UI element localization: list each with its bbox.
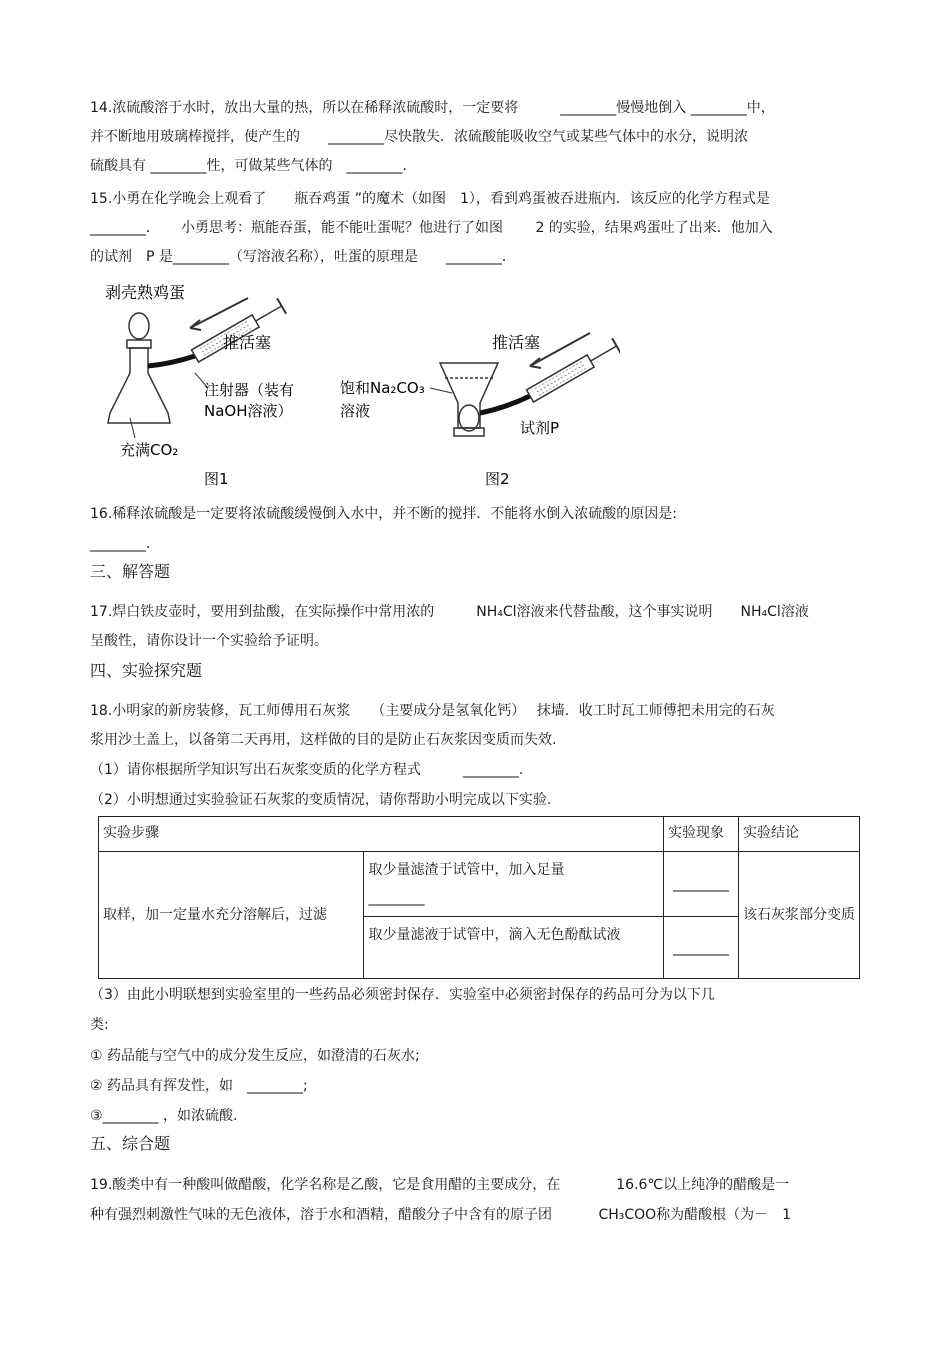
table-observation-2: ________ [664,917,739,979]
table-substep-1 [364,852,664,917]
fig1-arrow [190,298,248,330]
q18-item3: ③________ ，如浓硫酸. [90,1108,238,1124]
fig2-pointer-sat [430,388,452,393]
q18-part3-line1: （3）由此小明联想到实验室里的一些药品必须密封保存．实验室中必须密封保存的药品可分为以下几 [90,987,715,1003]
q16-line2: ________． [90,536,160,552]
q15-line1: 15.小勇在化学晚会上观看了 瓶吞鸡蛋 ”的魔术（如图 1），看到鸡蛋被吞进瓶内．该反应的化学方程式是 [90,191,770,207]
fig2-flask [440,363,498,436]
table-conclusion: 该石灰浆部分变质 [739,852,860,979]
section-4-heading: 四、实验探究题 [90,661,203,680]
fig1-co2-label: 充满CO₂ [120,441,179,459]
section-3-heading: 三、解答题 [90,562,171,581]
fig1-syringe-label-2: NaOH溶液） [204,402,293,420]
table-substep-2: 取少量滤液于试管中，滴入无色酚酞试液 [364,917,664,979]
experiment-figures [100,278,620,493]
q17-line2: 呈酸性，请你设计一个实验给予证明。 [90,633,328,649]
fig1-plunger-label: 推活塞 [223,333,272,352]
q18-item2: ② 药品具有挥发性，如 ________; [90,1078,308,1094]
q14-line2: 并不断地用玻璃棒搅拌，使产生的 ________尽快散失．浓硫酸能吸收空气或某些气体中的水分，说明浓 [90,129,748,145]
fig2-saturated-label-1: 饱和Na₂CO₃ [340,379,425,397]
fig1-pointer-co2 [130,418,135,438]
q16-line1: 16.稀释浓硫酸是一定要将浓硫酸缓慢倒入水中，并不断的搅拌．不能将水倒入浓硫酸的原因是: [90,506,677,522]
fig1-tube [148,356,195,366]
fig2-caption: 图2 [485,470,510,488]
fig2-egg [459,405,479,431]
q19-line2: 种有强烈刺激性气味的无色液体，溶于水和酒精，醋酸分子中含有的原子团 CH₃COO称为醋酸根（为－ 1 [90,1207,792,1223]
q18-line1: 18.小明家的新房装修，瓦工师傅用石灰浆 （主要成分是氢氧化钙） 抹墙．收工时瓦工师傅把未用完的石灰 [90,703,775,719]
section-5-heading: 五、综合题 [90,1134,171,1153]
table-step-main: 取样，加一定量水充分溶解后，过滤 [99,852,364,979]
fig1-caption: 图1 [204,470,229,488]
table-substep-1-text: 取少量滤渣于试管中，加入足量 [368,862,565,878]
fig1-flask [108,340,170,423]
fig2-reagent-label: 试剂P [520,419,560,437]
table-header-steps: 实验步骤 [99,817,664,852]
fig1-syringe [191,298,287,364]
experiment-table [98,816,860,979]
table-substep-1-blank: ________ [368,890,425,906]
q18-part3-line2: 类: [90,1017,109,1033]
q18-line2: 浆用沙土盖上，以备第二天再用，这样做的目的是防止石灰浆因变质而失效. [90,732,557,748]
table-observation-1: ________ [664,852,739,917]
q17-line1: 17.焊白铁皮壶时，要用到盐酸，在实际操作中常用浓的 NH₄Cl溶液来代替盐酸，这个事实说明 NH₄Cl溶液 [90,604,809,620]
table-header-conclusion: 实验结论 [739,817,860,852]
fig1-egg-label: 剥壳熟鸡蛋 [105,283,186,302]
fig2-saturated-label-2: 溶液 [340,402,371,420]
fig1-syringe-label-1: 注射器（装有 [204,381,295,399]
table-header-observation: 实验现象 [664,817,739,852]
q18-item1: ① 药品能与空气中的成分发生反应，如澄清的石灰水; [90,1048,420,1064]
q15-line3: 的试剂 P 是________（写溶液名称），吐蛋的原理是 ________． [90,249,516,265]
q15-line2: ________． 小勇思考：瓶能吞蛋，能不能吐蛋呢？他进行了如图 2 的实验，结果鸡蛋吐了出来．他加入 [90,220,773,236]
q14-line3: 硫酸具有 ________性，可做某些气体的 ________． [90,158,417,174]
fig1-egg [129,313,149,339]
q19-line1: 19.酸类中有一种酸叫做醋酸，化学名称是乙酸，它是食用醋的主要成分，在 16.6℃以上纯净的醋酸是一 [90,1177,790,1193]
q18-part2: （2）小明想通过实验验证石灰浆的变质情况，请你帮助小明完成以下实验. [90,792,552,808]
fig2-plunger-label: 推活塞 [492,333,541,352]
fig2-tube [480,396,530,413]
q14-line1: 14.浓硫酸溶于水时，放出大量的热，所以在稀释浓硫酸时，一定要将 ________慢慢地倒入 ________中， [90,100,775,116]
q18-part1: （1）请你根据所学知识写出石灰浆变质的化学方程式 ________. [90,762,524,778]
